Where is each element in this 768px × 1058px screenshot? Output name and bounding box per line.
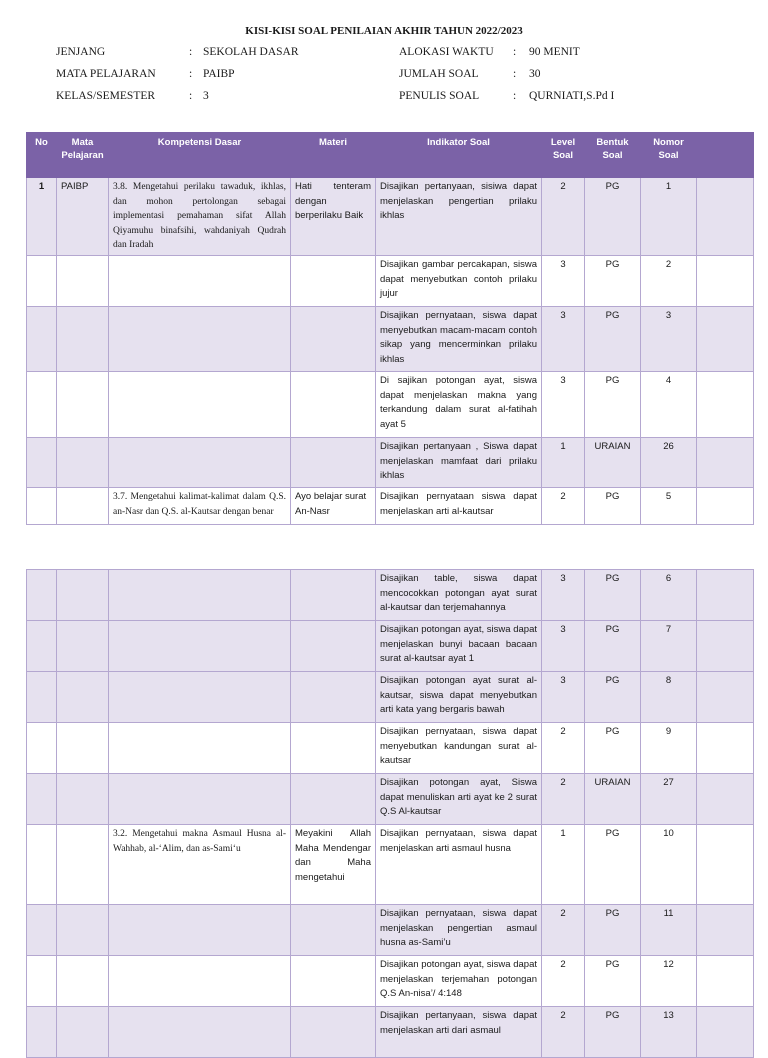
header-mapel: Mata Pelajaran	[57, 133, 109, 178]
meta-sep: :	[513, 90, 517, 102]
cell-indikator: Disajikan pernyataan, siswa dapat menjelaskan arti asmaul husna	[376, 825, 542, 905]
cell-kd: 3.8. Mengetahui perilaku tawaduk, ikhlas, dan mohon pertolongan sebagai implementasi pemahaman sifat Allah Qiyamuhu binafsihi, wahdaniyah Qudrah dan Iradah	[109, 178, 291, 256]
cell-bentuk: PG	[585, 723, 641, 774]
cell-nomor: 4	[641, 371, 697, 437]
cell-nomor: 26	[641, 437, 697, 487]
header-bentuk: Bentuk Soal	[585, 133, 641, 178]
cell-materi: Hati tenteram dengan berperilaku Baik	[291, 178, 376, 256]
cell-kd	[109, 306, 291, 371]
cell-level: 2	[542, 487, 585, 524]
cell-nomor: 2	[641, 255, 697, 306]
cell-extra	[697, 255, 754, 306]
cell-bentuk: PG	[585, 570, 641, 621]
header-extra	[697, 133, 754, 178]
cell-nomor: 3	[641, 306, 697, 371]
table-row	[27, 825, 754, 905]
cell-extra	[697, 487, 754, 524]
meta-sep: :	[513, 46, 517, 58]
cell-materi	[291, 437, 376, 487]
table-row	[27, 437, 754, 487]
meta-label-alokasi: ALOKASI WAKTU	[399, 46, 494, 58]
cell-bentuk: PG	[585, 487, 641, 524]
table-header-row	[27, 133, 754, 178]
meta-label-jumlah: JUMLAH SOAL	[399, 68, 479, 80]
cell-level: 2	[542, 956, 585, 1007]
meta-value-jenjang: SEKOLAH DASAR	[203, 46, 299, 58]
cell-indikator: Disajikan pertanyaan, siswa dapat menjelaskan arti dari asmaul	[376, 1007, 542, 1058]
cell-level: 2	[542, 723, 585, 774]
cell-indikator: Disajikan pertanyaan, sisiwa dapat menjelaskan pengertian prilaku ikhlas	[376, 178, 542, 256]
cell-materi: Meyakini Allah Maha Mendengar dan Maha mengetahui	[291, 825, 376, 905]
cell-no	[27, 487, 57, 524]
table-row	[27, 570, 754, 621]
meta-label-kelas: KELAS/SEMESTER	[56, 90, 156, 102]
meta-value-penulis: QURNIATI,S.Pd I	[529, 90, 615, 102]
cell-level: 1	[542, 825, 585, 905]
cell-level: 3	[542, 255, 585, 306]
cell-nomor: 6	[641, 570, 697, 621]
cell-materi	[291, 255, 376, 306]
header-no: No	[27, 133, 57, 178]
cell-bentuk: PG	[585, 672, 641, 723]
cell-extra	[697, 178, 754, 256]
cell-level: 1	[542, 437, 585, 487]
table-row	[27, 723, 754, 774]
table-row	[27, 306, 754, 371]
meta-label-mapel: MATA PELAJARAN	[56, 68, 156, 80]
cell-kd	[109, 437, 291, 487]
cell-extra	[697, 371, 754, 437]
table-row	[27, 178, 754, 256]
cell-nomor: 7	[641, 621, 697, 672]
header-materi: Materi	[291, 133, 376, 178]
cell-no	[27, 255, 57, 306]
cell-level: 3	[542, 371, 585, 437]
cell-no	[27, 306, 57, 371]
header-indikator: Indikator Soal	[376, 133, 542, 178]
meta-sep: :	[189, 46, 193, 58]
header-kd: Kompetensi Dasar	[109, 133, 291, 178]
cell-indikator: Disajikan pernyataan, siswa dapat menjelaskan pengertian asmaul husna as-Sami’u	[376, 905, 542, 956]
table-row	[27, 1007, 754, 1058]
meta-sep: :	[189, 90, 193, 102]
cell-indikator: Disajikan pernyataan, siswa dapat menyebutkan macam-macam contoh sikap yang mencerminkan prilaku ikhlas	[376, 306, 542, 371]
cell-nomor: 11	[641, 905, 697, 956]
cell-mapel	[57, 437, 109, 487]
cell-indikator: Disajikan gambar percakapan, siswa dapat menyebutkan contoh prilaku jujur	[376, 255, 542, 306]
cell-materi	[291, 306, 376, 371]
cell-nomor: 5	[641, 487, 697, 524]
cell-mapel	[57, 255, 109, 306]
table-row	[27, 371, 754, 437]
meta-value-mapel: PAIBP	[203, 68, 235, 80]
header-level: Level Soal	[542, 133, 585, 178]
cell-materi	[291, 371, 376, 437]
cell-indikator: Disajikan table, siswa dapat mencocokkan potongan ayat surat al-kautsar dan terjemahannya	[376, 570, 542, 621]
cell-nomor: 8	[641, 672, 697, 723]
cell-level: 3	[542, 672, 585, 723]
cell-indikator: Disajikan potongan ayat, siswa dapat menjelaskan terjemahan potongan Q.S An-nisa’/ 4:148	[376, 956, 542, 1007]
meta-sep: :	[513, 68, 517, 80]
kisi-table-page-1	[26, 132, 754, 525]
cell-indikator: Disajikan pernyataan siswa dapat menjelaskan arti al-kautsar	[376, 487, 542, 524]
cell-no: 1	[27, 178, 57, 256]
cell-level: 3	[542, 621, 585, 672]
cell-indikator: Di sajikan potongan ayat, siswa dapat menjelaskan makna yang terkandung dalam surat al-fatihah ayat 5	[376, 371, 542, 437]
cell-no	[27, 371, 57, 437]
kisi-table-page-2	[26, 569, 754, 1058]
cell-nomor: 9	[641, 723, 697, 774]
cell-mapel	[57, 306, 109, 371]
cell-bentuk: URAIAN	[585, 437, 641, 487]
cell-nomor: 13	[641, 1007, 697, 1058]
meta-value-kelas: 3	[203, 90, 209, 102]
cell-bentuk: PG	[585, 255, 641, 306]
table-row	[27, 487, 754, 524]
cell-mapel: PAIBP	[57, 178, 109, 256]
table-row	[27, 774, 754, 825]
table-row	[27, 255, 754, 306]
cell-nomor: 12	[641, 956, 697, 1007]
cell-level: 3	[542, 306, 585, 371]
meta-label-jenjang: JENJANG	[56, 46, 106, 58]
cell-nomor: 1	[641, 178, 697, 256]
table-row	[27, 956, 754, 1007]
cell-nomor: 27	[641, 774, 697, 825]
cell-bentuk: PG	[585, 306, 641, 371]
meta-label-penulis: PENULIS SOAL	[399, 90, 480, 102]
cell-bentuk: PG	[585, 956, 641, 1007]
cell-bentuk: PG	[585, 621, 641, 672]
cell-indikator: Disajikan potongan ayat, Siswa dapat menuliskan arti ayat ke 2 surat Q.S Al-kautsar	[376, 774, 542, 825]
cell-bentuk: URAIAN	[585, 774, 641, 825]
cell-no	[27, 437, 57, 487]
cell-bentuk: PG	[585, 1007, 641, 1058]
cell-materi: Ayo belajar surat An-Nasr	[291, 487, 376, 524]
cell-level: 2	[542, 905, 585, 956]
meta-value-jumlah: 30	[529, 68, 541, 80]
cell-indikator: Disajikan potongan ayat, siswa dapat menjelaskan bunyi bacaan bacaan surat al-kautsar ayat 1	[376, 621, 542, 672]
cell-mapel	[57, 487, 109, 524]
document-title: KISI-KISI SOAL PENILAIAN AKHIR TAHUN 2022/2023	[245, 25, 523, 37]
cell-kd	[109, 255, 291, 306]
meta-value-alokasi: 90 MENIT	[529, 46, 580, 58]
cell-bentuk: PG	[585, 178, 641, 256]
cell-level: 2	[542, 178, 585, 256]
cell-extra	[697, 437, 754, 487]
cell-kd: 3.7. Mengetahui kalimat-kalimat dalam Q.S. an-Nasr dan Q.S. al-Kautsar dengan benar	[109, 487, 291, 524]
cell-level: 2	[542, 1007, 585, 1058]
cell-level: 3	[542, 570, 585, 621]
cell-level: 2	[542, 774, 585, 825]
cell-indikator: Disajikan potongan ayat surat al-kautsar, siswa dapat menyebutkan arti kata yang bergaris bawah	[376, 672, 542, 723]
table-row	[27, 905, 754, 956]
cell-bentuk: PG	[585, 825, 641, 905]
cell-indikator: Disajikan pertanyaan , Siswa dapat menjelaskan mamfaat dari prilaku ikhlas	[376, 437, 542, 487]
cell-extra	[697, 306, 754, 371]
cell-bentuk: PG	[585, 371, 641, 437]
cell-kd	[109, 371, 291, 437]
cell-indikator: Disajikan pernyataan, siswa dapat menyebutkan kandungan surat al-kautsar	[376, 723, 542, 774]
table-row	[27, 672, 754, 723]
cell-kd: 3.2. Mengetahui makna Asmaul Husna al-Wahhab, al-‘Alim, dan as-Sami‘u	[109, 825, 291, 905]
header-nomor: Nomor Soal	[641, 133, 697, 178]
cell-mapel	[57, 371, 109, 437]
cell-bentuk: PG	[585, 905, 641, 956]
meta-sep: :	[189, 68, 193, 80]
table-row	[27, 621, 754, 672]
cell-nomor: 10	[641, 825, 697, 905]
